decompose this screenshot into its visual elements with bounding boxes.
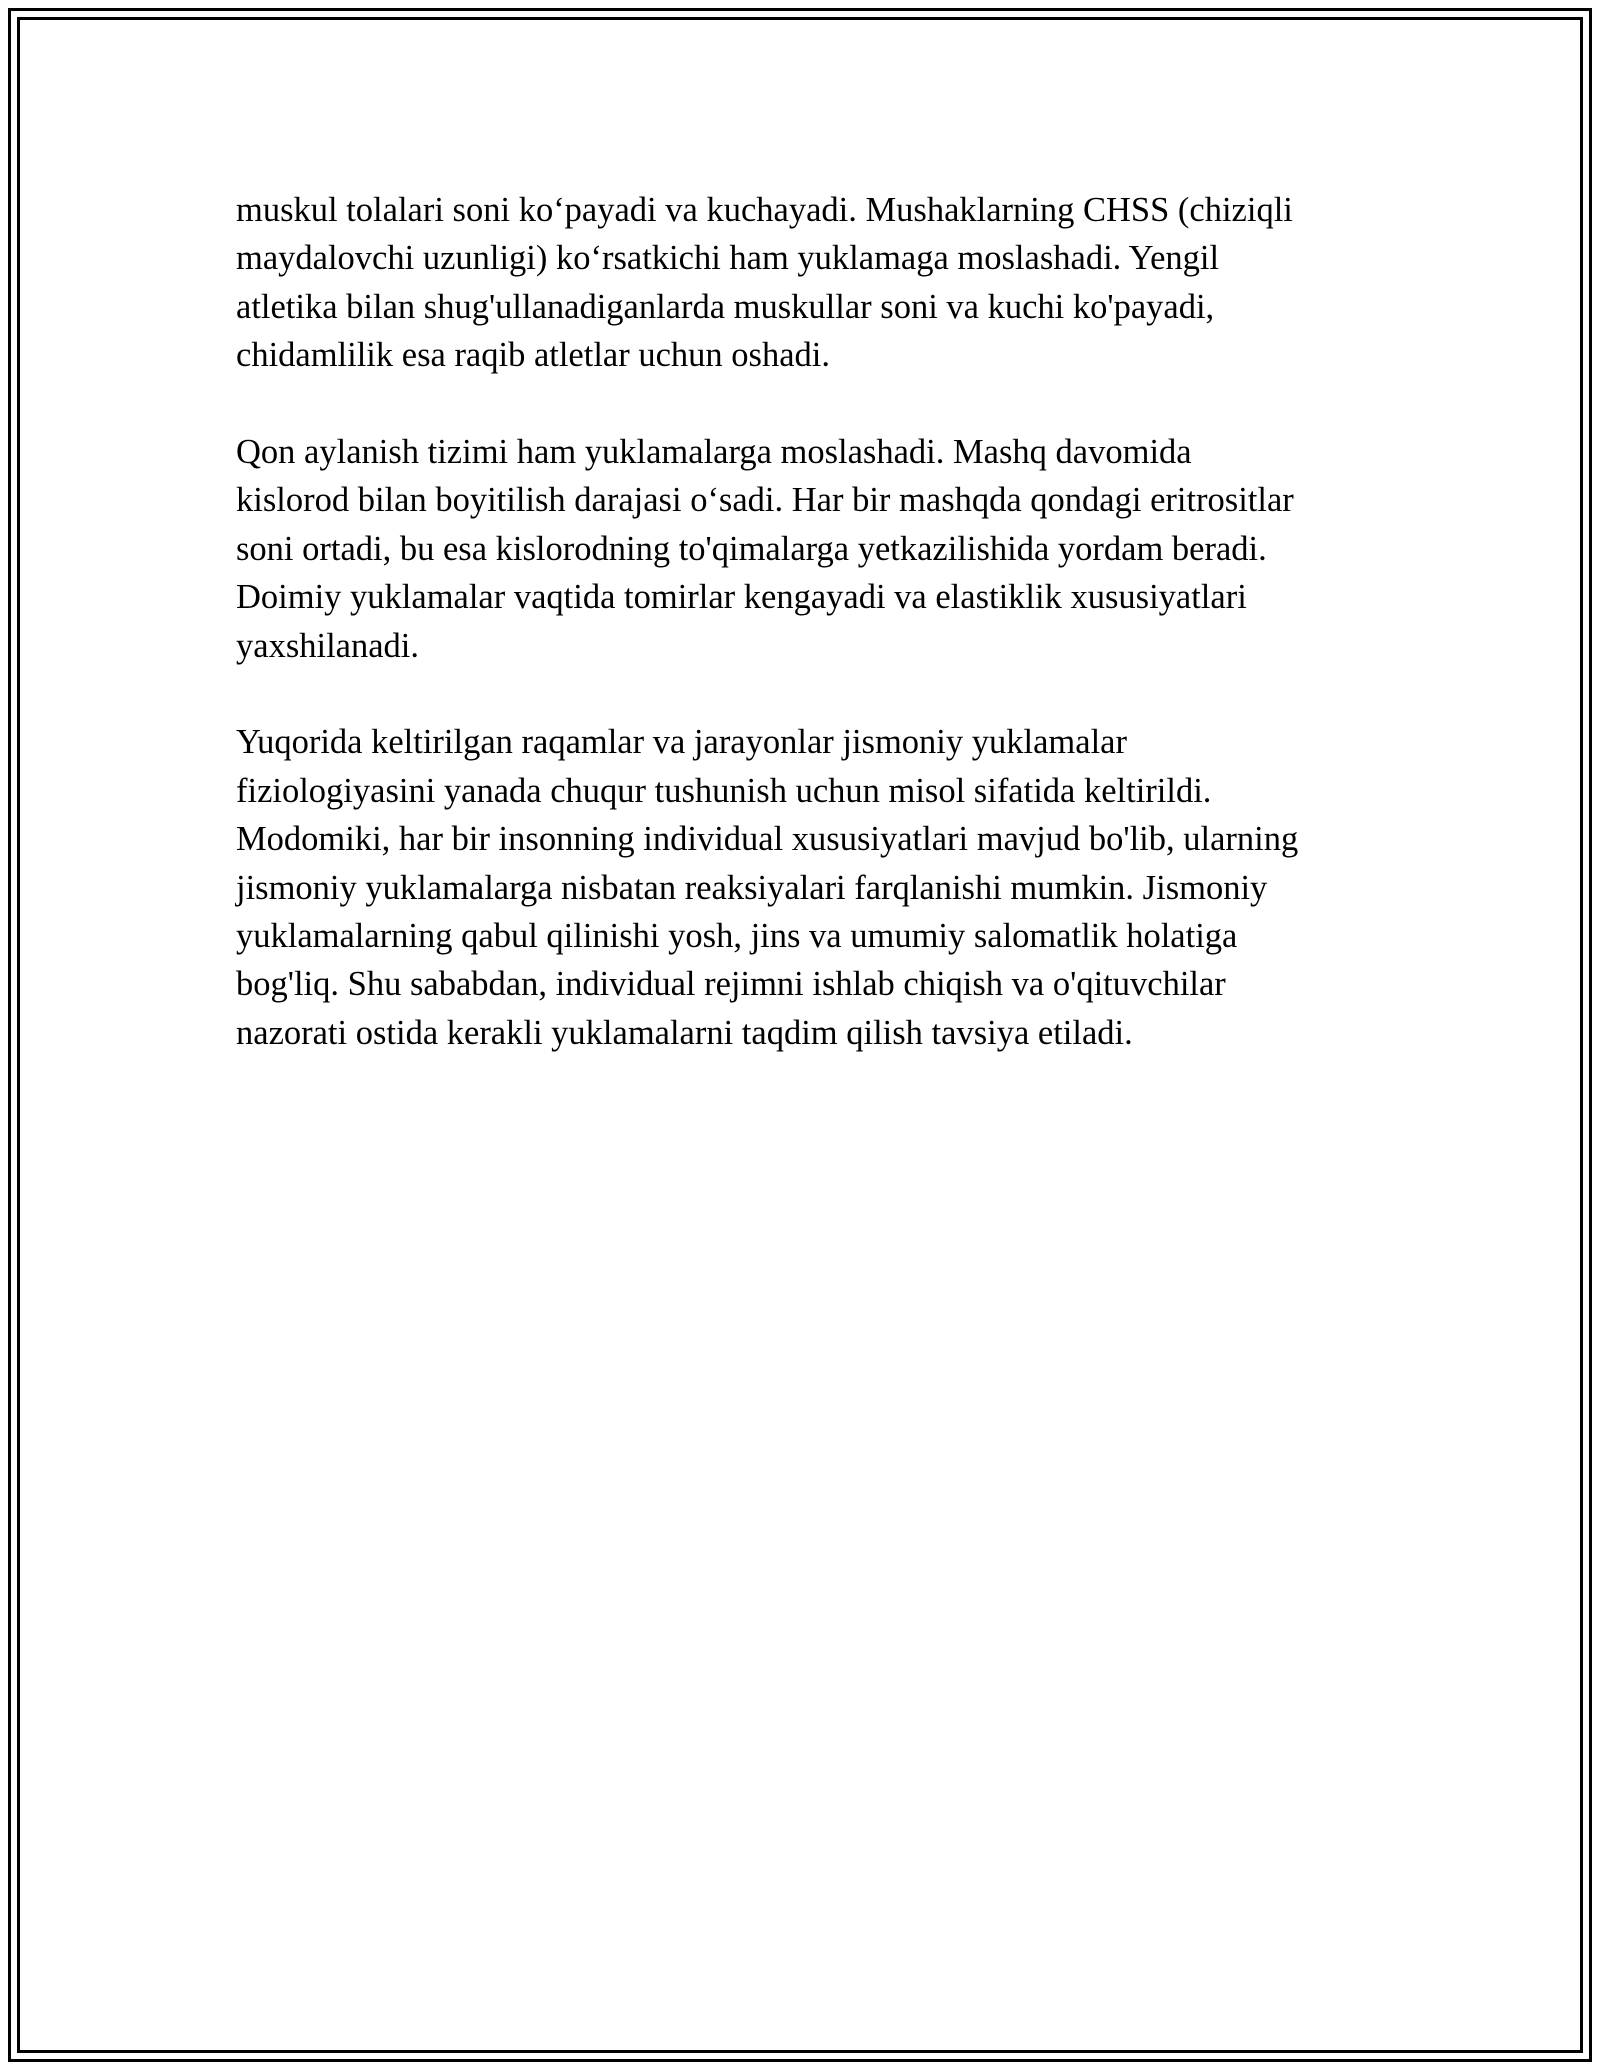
paragraph-conclusion: Yuqorida keltirilgan raqamlar va jarayonlar jismoniy yuklamalar fiziologiyasini yanada chuqur tushunish uchun misol sifatida keltirildi. Modomiki, har bir insonning individual xususiyatlari mavjud bo'lib, ularning jismoniy yuklamalarga nisbatan reaksiyalari farqlanishi mumkin. Jismoniy yuklamalarning qabul qilinishi yosh, jins va umumiy salomatlik holatiga bog'liq. Shu sababdan, individual rejimni ishlab chiqish va o'qituvchilar nazorati ostida kerakli yuklamalarni taqdim qilish tavsiya etiladi. xyxy=(236,723,1299,1052)
document-body xyxy=(236,186,1386,1106)
paragraph-circulatory-adaptation: Qon aylanish tizimi ham yuklamalarga moslashadi. Mashq davomida kislorod bilan boyitilish darajasi o‘sadi. Har bir mashqda qondagi eritrositlar soni ortadi, bu esa kislorodning to'qimalarga yetkazilishida yordam beradi. Doimiy yuklamalar vaqtida tomirlar kengayadi va elastiklik xususiyatlari yaxshilanadi. xyxy=(236,433,1294,665)
paragraph-muscle-adaptation: muskul tolalari soni ko‘payadi va kuchayadi. Mushaklarning CHSS (chiziqli maydalovchi uzunligi) ko‘rsatkichi ham yuklamaga moslashadi. Yengil atletika bilan shug'ullanadiganlarda muskullar soni va kuchi ko'payadi, chidamlilik esa raqib atletlar uchun oshadi. xyxy=(236,191,1293,375)
